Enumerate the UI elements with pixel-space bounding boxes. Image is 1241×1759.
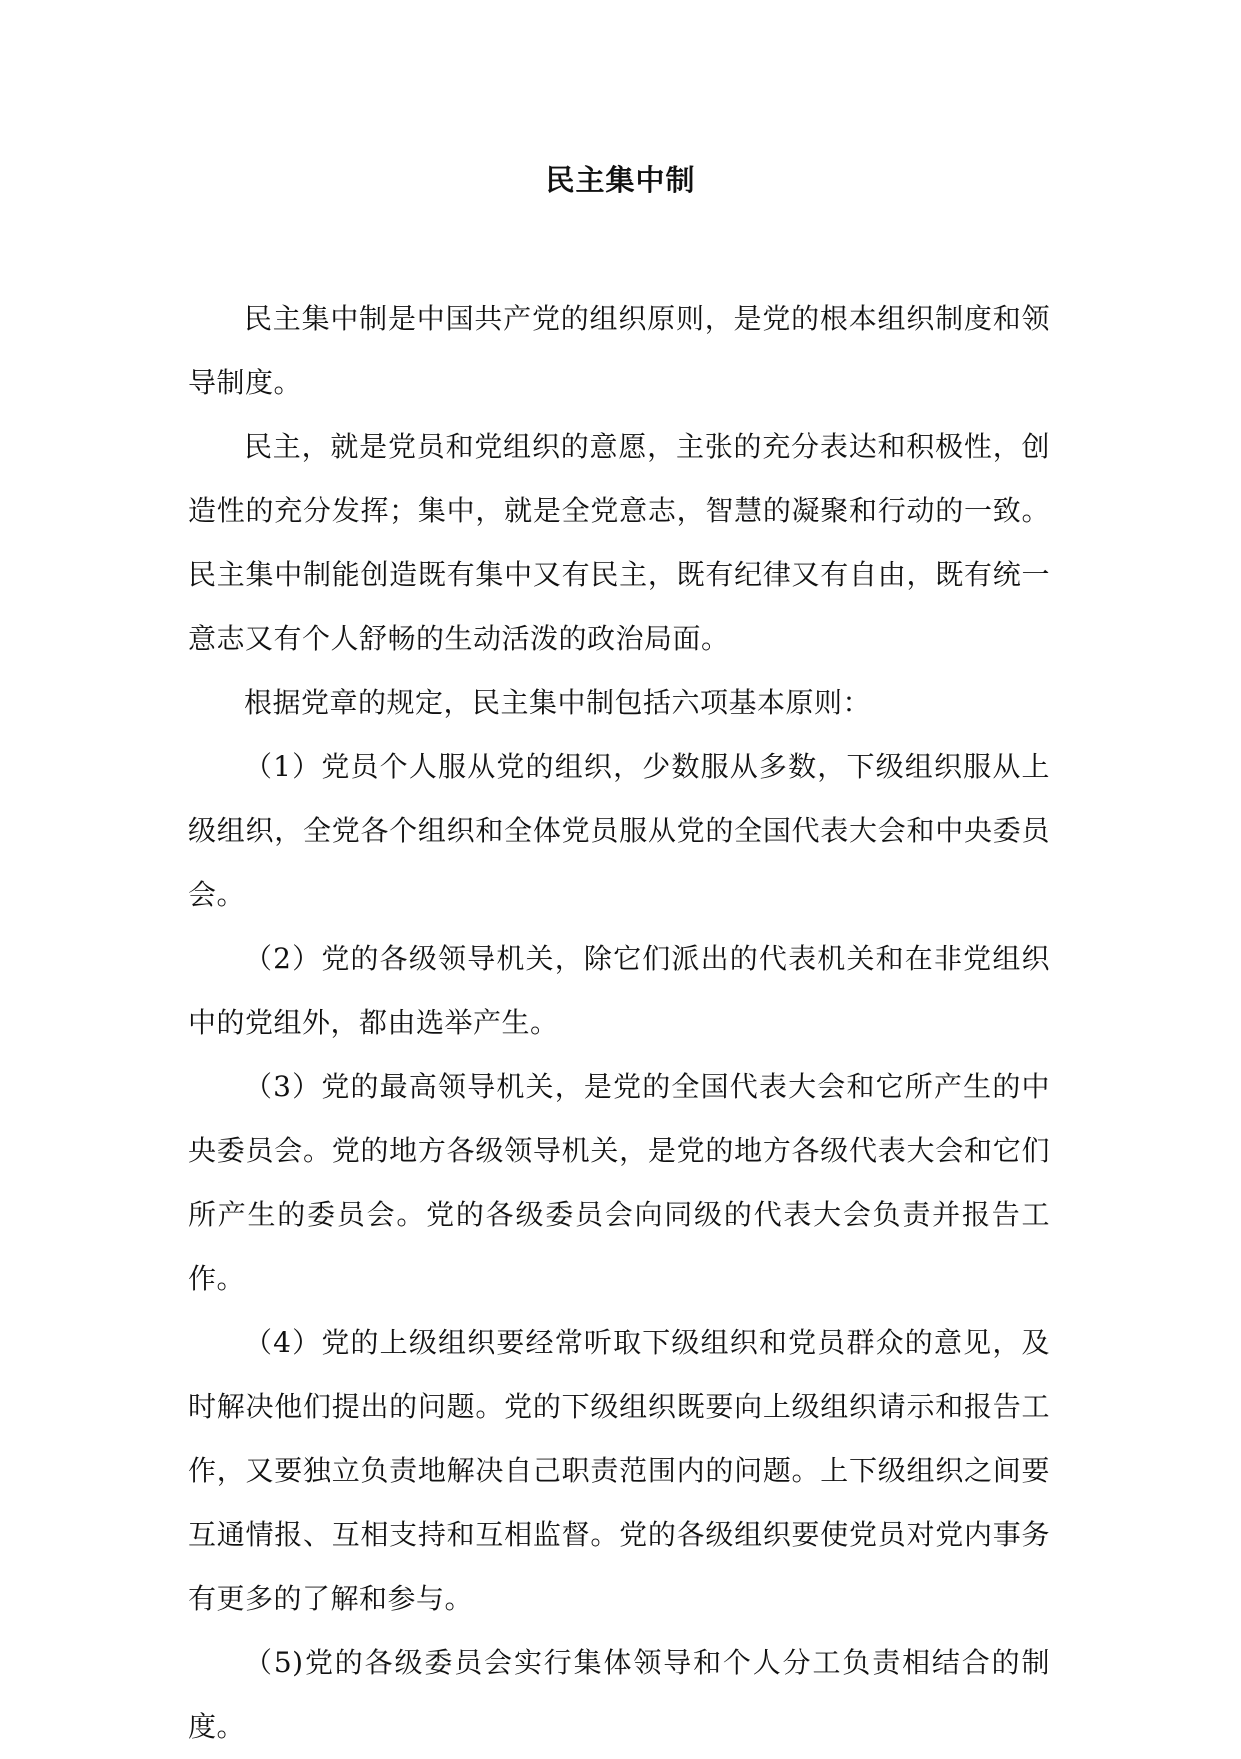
document-title: 民主集中制 (545, 163, 696, 197)
paragraph-principle-5: （5)党的各级委员会实行集体领导和个人分工负责相结合的制度。 (188, 1646, 1050, 1743)
paragraph-principles-intro: 根据党章的规定，民主集中制包括六项基本原则： (244, 686, 872, 719)
paragraph-principle-4: （4）党的上级组织要经常听取下级组织和党员群众的意见，及时解决他们提出的问题。党的下级组织既要向上级组织请示和报告工作，又要独立负责地解决自己职责范围内的问题。上下级组织之间要互通情报、互相支持和互相监督。党的各级组织要使党员对党内事务有更多的了解和参与。 (188, 1326, 1050, 1615)
paragraph-principle-1: （1）党员个人服从党的组织，少数服从多数，下级组织服从上级组织，全党各个组织和全体党员服从党的全国代表大会和中央委员会。 (188, 750, 1050, 911)
paragraph-principle-3: （3）党的最高领导机关，是党的全国代表大会和它所产生的中央委员会。党的地方各级领导机关，是党的地方各级代表大会和它们所产生的委员会。党的各级委员会向同级的代表大会负责并报告工作。 (188, 1070, 1050, 1295)
document-body (188, 287, 1050, 1759)
paragraph-principle-2: （2）党的各级领导机关，除它们派出的代表机关和在非党组织中的党组外，都由选举产生。 (188, 942, 1050, 1039)
paragraph-democracy-centralism: 民主，就是党员和党组织的意愿，主张的充分表达和积极性，创造性的充分发挥；集中，就是全党意志，智慧的凝聚和行动的一致。民主集中制能创造既有集中又有民主，既有纪律又有自由，既有统一意志又有个人舒畅的生动活泼的政治局面。 (188, 430, 1050, 655)
paragraph-definition: 民主集中制是中国共产党的组织原则，是党的根本组织制度和领导制度。 (188, 302, 1050, 399)
